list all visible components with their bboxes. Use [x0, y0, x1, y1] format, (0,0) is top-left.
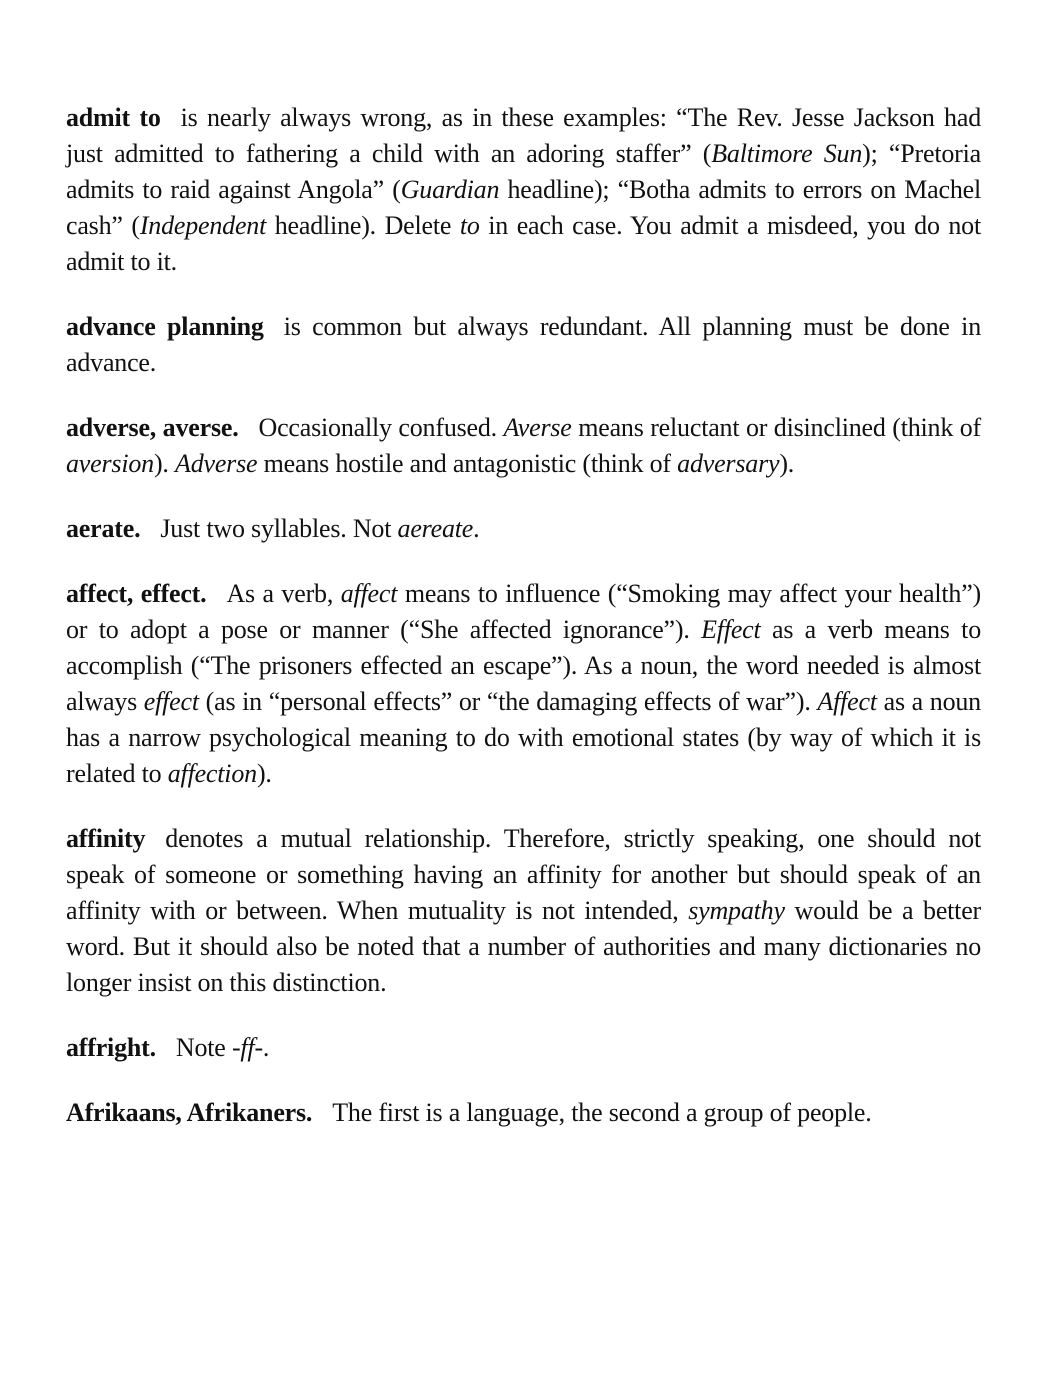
entry-body: [66, 579, 981, 788]
entry-body: [66, 824, 981, 997]
entry-text: denotes a mutual relationship. Therefore, strictly speaking, one should not speak of someone or something having an affinity for another but should speak of an affinity with or between. When mutuality is not intended,: [66, 824, 981, 925]
entry-text: ); “Pretoria admits to raid against Angola” (: [66, 139, 981, 204]
entry-text-italic: Independent: [139, 211, 267, 240]
entry-term: adverse, averse.: [66, 413, 239, 442]
entry-text: The first is a language, the second a group of people.: [332, 1098, 872, 1127]
entry-term: aerate.: [66, 514, 141, 543]
entry-text: As a verb,: [226, 579, 341, 608]
entry-text: as a noun has a narrow psychological meaning to do with emotional states (by way of which it is related to: [66, 687, 981, 788]
entry-text: means to influence (“Smoking may affect your health”) or to adopt a pose or manner (“She affected ignorance”).: [66, 579, 981, 644]
entry-text-italic: Effect: [701, 615, 761, 644]
dictionary-entry: [66, 410, 981, 482]
entry-term: advance planning: [66, 312, 264, 341]
entry-text-italic: aversion: [66, 449, 154, 478]
entry-text-italic: affection: [167, 759, 257, 788]
entry-term: affect, effect.: [66, 579, 207, 608]
dictionary-entry: [66, 309, 981, 381]
entry-text: headline). Delete: [266, 211, 460, 240]
entry-term: admit to: [66, 103, 161, 132]
entry-text: ).: [153, 449, 176, 478]
entry-text: is nearly always wrong, as in these examples: “The Rev. Jesse Jackson had just admitted to fathering a child with an adoring staffer” (: [66, 103, 982, 168]
entry-text-italic: Guardian: [400, 175, 500, 204]
entry-text: ).: [779, 449, 795, 478]
entry-body: [332, 1098, 871, 1127]
entry-text: as a verb means to accomplish (“The prisoners effected an escape”). As a noun, the word needed is almost always: [66, 615, 981, 716]
entry-text-italic: ff: [240, 1033, 255, 1062]
entry-body: [160, 514, 479, 543]
entry-text-italic: Adverse: [175, 449, 258, 478]
entry-text: Just two syllables. Not: [160, 514, 398, 543]
entry-text-italic: Affect: [817, 687, 877, 716]
entry-text: -.: [254, 1033, 270, 1062]
entry-body: [66, 103, 981, 276]
entry-text: .: [473, 514, 480, 543]
entry-text: means hostile and antagonistic (think of: [257, 449, 678, 478]
dictionary-entry: [66, 576, 981, 792]
entry-text: (as in “personal effects” or “the damaging effects of war”).: [198, 687, 818, 716]
entry-text-italic: affect: [340, 579, 398, 608]
entry-text-italic: Baltimore Sun: [711, 139, 863, 168]
entry-text-italic: sympathy: [688, 896, 785, 925]
dictionary-entry: [66, 511, 981, 547]
dictionary-entry: [66, 1095, 981, 1131]
entry-text: Occasionally confused.: [258, 413, 504, 442]
entry-term: Afrikaans, Afrikaners.: [66, 1098, 313, 1127]
entry-text: in each case. You admit a misdeed, you do not admit to it.: [66, 211, 981, 276]
entry-text: means reluctant or disinclined (think of: [571, 413, 981, 442]
entry-body: [176, 1033, 269, 1062]
entry-text-italic: Averse: [503, 413, 572, 442]
entry-text: is common but always redundant. All planning must be done in advance.: [66, 312, 981, 377]
entry-text-italic: aereate: [397, 514, 474, 543]
entry-text-italic: effect: [143, 687, 199, 716]
entry-term: affinity: [66, 824, 146, 853]
dictionary-entry: [66, 821, 981, 1001]
entry-text: headline); “Botha admits to errors on Machel cash” (: [66, 175, 982, 240]
entry-text: ).: [256, 759, 272, 788]
entry-term: affright.: [66, 1033, 156, 1062]
entry-text: would be a better word. But it should also be noted that a number of authorities and many dictionaries no longer insist on this distinction.: [66, 896, 981, 997]
entry-text: Note -: [175, 1033, 241, 1062]
entry-text-italic: to: [459, 211, 480, 240]
dictionary-entry: [66, 100, 981, 280]
entry-text-italic: adversary: [677, 449, 780, 478]
dictionary-entry: [66, 1030, 981, 1066]
